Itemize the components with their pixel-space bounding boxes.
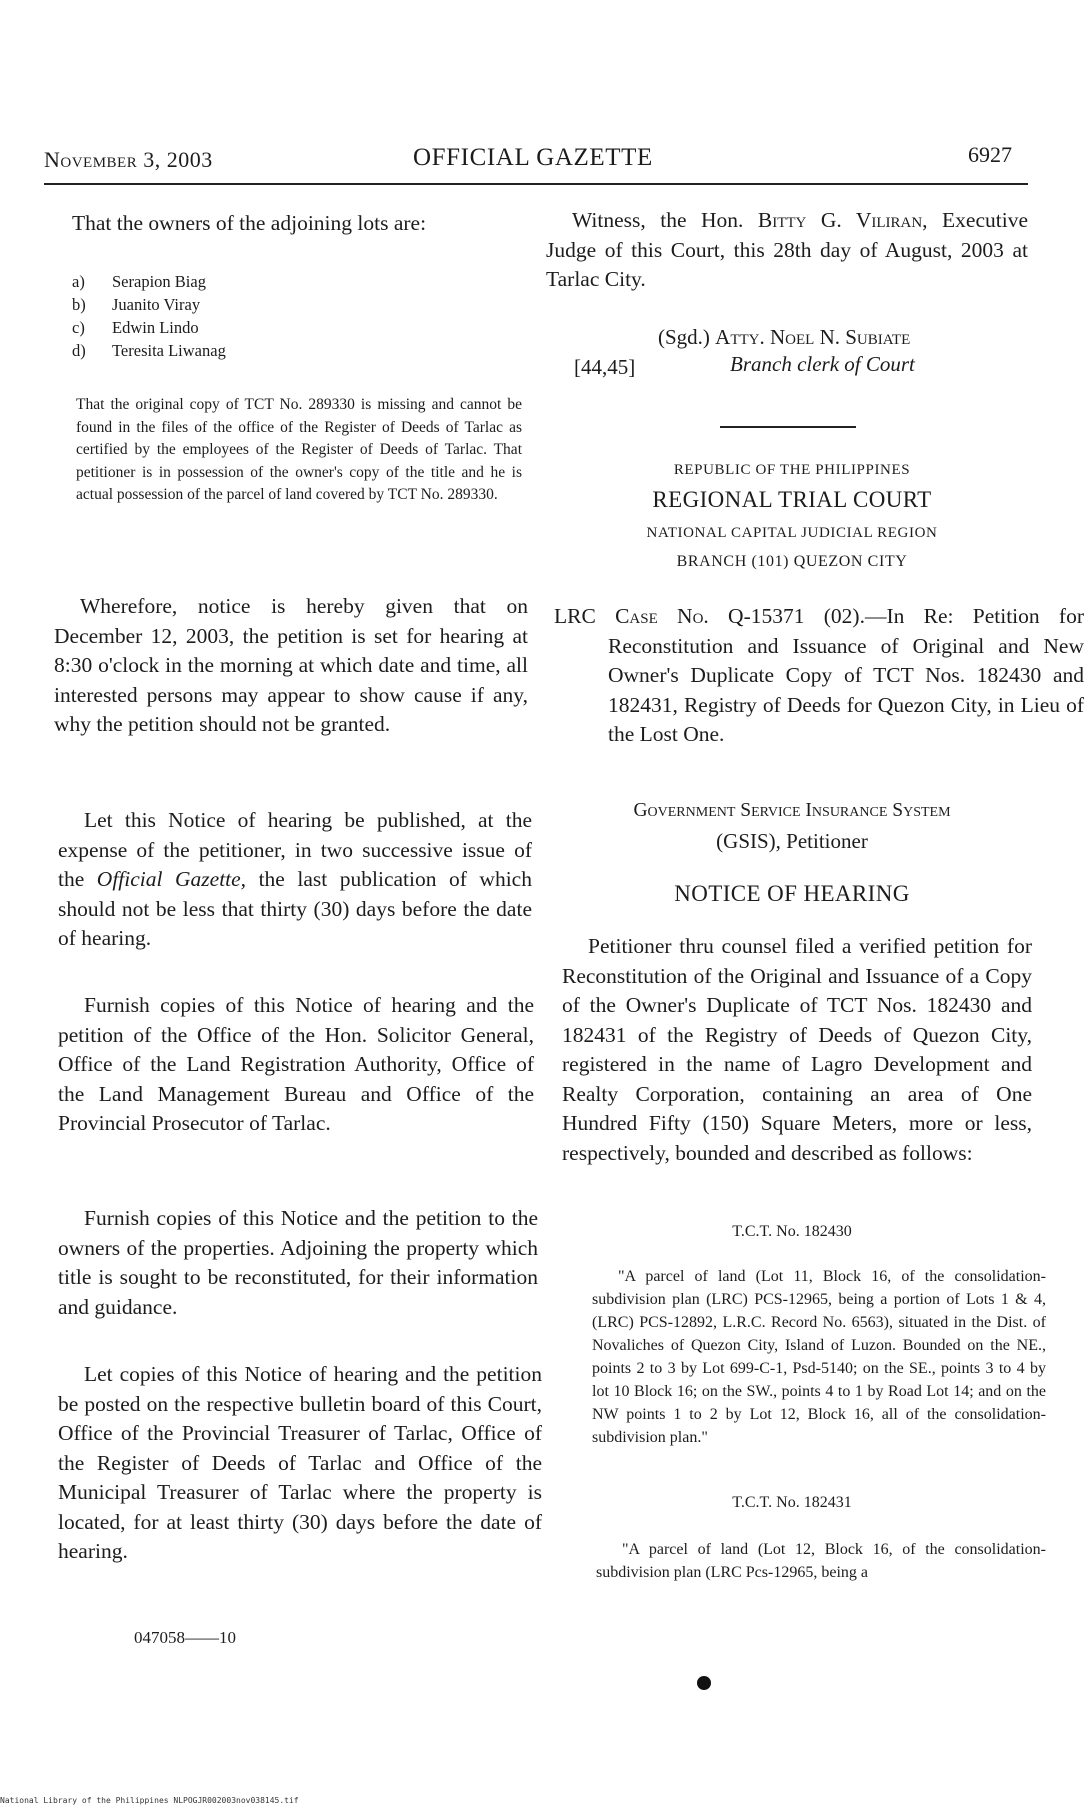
tct-182431-heading: T.C.T. No. 182431 bbox=[732, 1494, 852, 1511]
witness-paragraph: Witness, the Hon. Bitty G. Viliran, Executive Judge of this Court, this 28th day of August, 2003 at Tarlac City. bbox=[546, 208, 1028, 291]
case-caption: LRC Case No. Q-15371 (02).—In Re: Petition for Reconstitution and Issuance of Original and New Owner's Duplicate Copy of TCT Nos. 182430 and 182431, Registry of Deeds for Quezon City, in Lieu of the Lost One. bbox=[554, 604, 1084, 746]
owners-list bbox=[72, 270, 226, 362]
notice-heading: NOTICE OF HEARING bbox=[674, 881, 910, 906]
signatory-position: Branch clerk of Court bbox=[730, 352, 915, 376]
reference-code: 047058——10 bbox=[134, 1628, 236, 1647]
furnish-owners-paragraph: Furnish copies of this Notice and the petition to the owners of the properties. Adjoining the property which title is sought to be reconstituted, for their information and guidance. bbox=[58, 1206, 538, 1319]
petition-paragraph: Petitioner thru counsel filed a verified petition for Reconstitution of the Original and Issuance of a Copy of the Owner's Duplicate of TCT Nos. 182430 and 182431 of the Registry of Deeds of Quezon City, registered in the name of Lagro Development and Realty Corporation, containing an area of One Hundred Fifty (150) Square Meters, more or less, respectively, bounded and described as follows: bbox=[562, 934, 1032, 1165]
list-item: d) Teresita Liwanag bbox=[72, 341, 226, 360]
list-item: c) Edwin Lindo bbox=[72, 318, 199, 337]
ink-blot bbox=[697, 1676, 711, 1690]
header-rule bbox=[44, 183, 1028, 185]
tct-182430-heading: T.C.T. No. 182430 bbox=[732, 1223, 852, 1240]
missing-title-paragraph: That the original copy of TCT No. 289330 is missing and cannot be found in the files of the office of the Register of Deeds of Tarlac as certified by the employees of the Register of Deeds of Tarlac. That petitioner is in possession of the owner's copy of the title and he is actual possession of the parcel of land covered by TCT No. 289330. bbox=[76, 396, 522, 503]
petitioner-name: Government Service Insurance System bbox=[633, 800, 951, 821]
publication-paragraph: Let this Notice of hearing be published, at the expense of the petitioner, in two successive issue of the Official Gazette, the last publication of which should not be less that thirty (30) days before the date of hearing. bbox=[58, 808, 532, 950]
court-branch: BRANCH (101) QUEZON CITY bbox=[676, 553, 908, 570]
wherefore-paragraph: Wherefore, notice is hereby given that on December 12, 2003, the petition is set for hearing at 8:30 o'clock in the morning at which date and time, all interested persons may appear to show cause if any, why the petition should not be granted. bbox=[54, 594, 528, 736]
tct-182431-description: "A parcel of land (Lot 12, Block 16, of the consolidation-subdivision plan (LRC Pcs-12965, being a bbox=[596, 1541, 1046, 1581]
court-region: NATIONAL CAPITAL JUDICIAL REGION bbox=[646, 525, 938, 541]
court-name: REGIONAL TRIAL COURT bbox=[652, 487, 932, 512]
list-item: b) Juanito Viray bbox=[72, 295, 201, 314]
posting-paragraph: Let copies of this Notice of hearing and the petition be posted on the respective bulletin board of this Court, Office of the Provincial Treasurer of Tarlac, Office of the Register of Deeds of Tarlac and Office of the Municipal Treasurer of Tarlac where the property is located, for at least thirty (30) days before the date of hearing. bbox=[58, 1362, 542, 1563]
tct-182430-description: "A parcel of land (Lot 11, Block 16, of the consolidation-subdivision plan (LRC) PCS-12965, being a portion of Lots 1 & 4, (LRC) PCS-12892, L.R.C. Record No. 6563), situated in the Dist. of Novaliches of Quezon City, Island of Luzon. Bounded on the NE., points 2 to 3 by Lot 699-C-1, Psd-5140; on the SE., points 3 to 4 by lot 10 Block 16; on the SW., points 4 to 1 by Road Lot 14; and on the NW points 1 to 2 by Lot 12, Block 16, all of the consolidation-subdivision plan." bbox=[592, 1268, 1046, 1446]
furnish-agencies-paragraph: Furnish copies of this Notice of hearing and the petition of the Office of the Hon. Solicitor General, Office of the Land Registration Authority, Office of the Land Management Bureau and Office of the Provincial Prosecutor of Tarlac. bbox=[58, 993, 534, 1135]
owners-intro: That the owners of the adjoining lots are: bbox=[72, 211, 427, 235]
page-number: 6927 bbox=[968, 142, 1012, 167]
list-item: a) Serapion Biag bbox=[72, 272, 206, 291]
issue-date: November 3, 2003 bbox=[44, 147, 213, 172]
court-republic: REPUBLIC OF THE PHILIPPINES bbox=[673, 462, 911, 478]
section-divider bbox=[720, 426, 856, 428]
publication-title: OFFICIAL GAZETTE bbox=[413, 144, 653, 171]
signature-line: (Sgd.) Atty. Noel N. Subiate bbox=[658, 325, 911, 349]
scan-footer: National Library of the Philippines NLPOGJR002003nov038145.tif bbox=[0, 1796, 299, 1805]
issue-reference: [44,45] bbox=[574, 355, 636, 379]
petitioner-role: (GSIS), Petitioner bbox=[716, 829, 868, 853]
